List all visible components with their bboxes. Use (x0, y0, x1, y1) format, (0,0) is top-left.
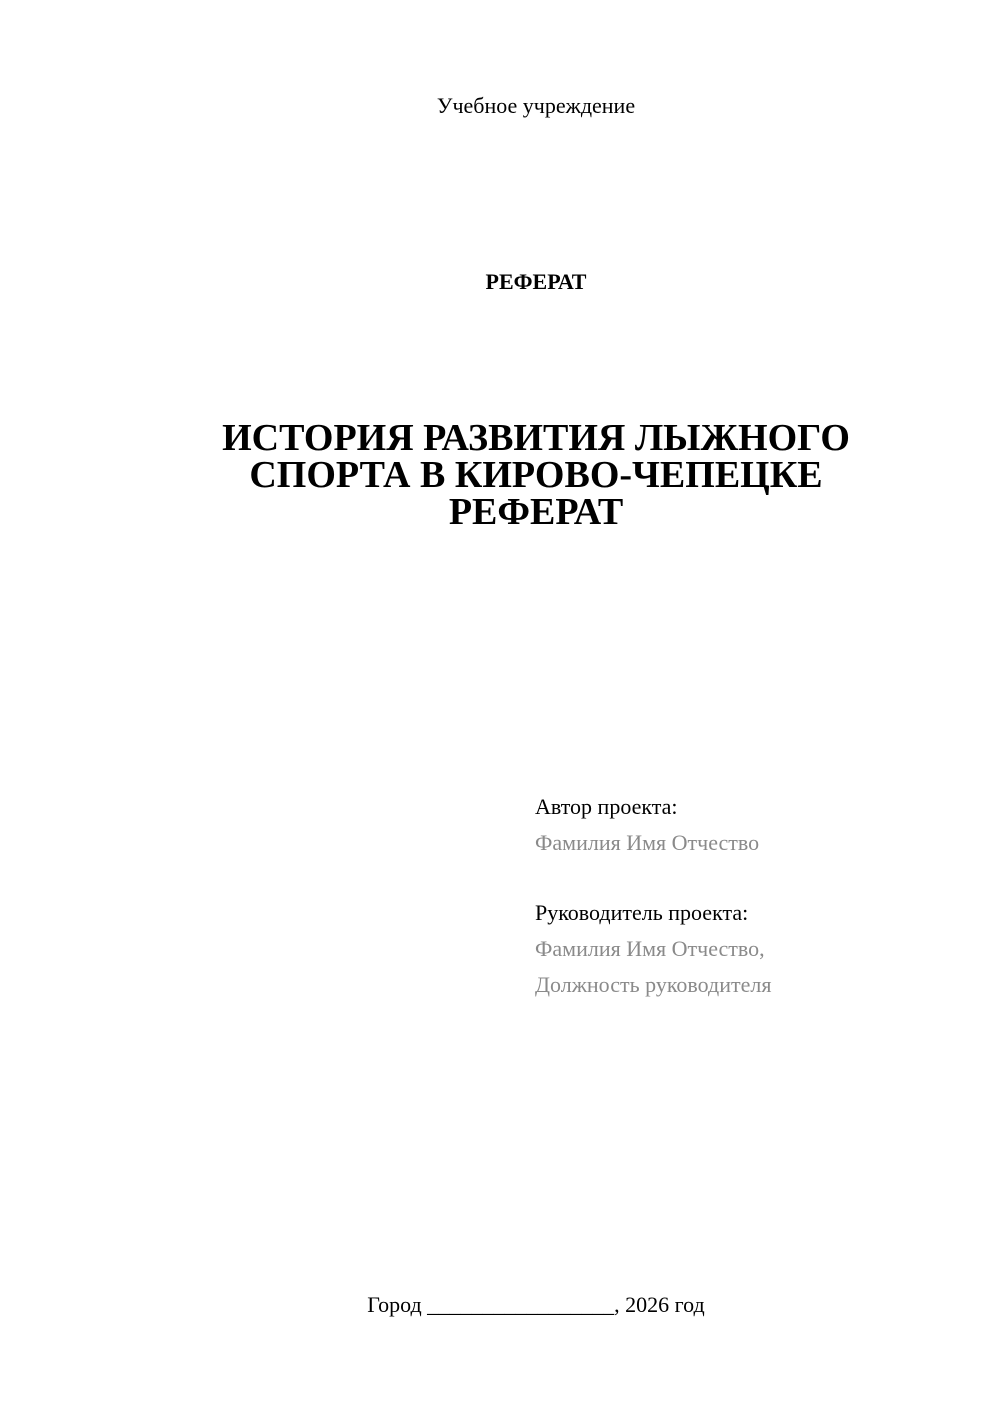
document-type-heading: РЕФЕРАТ (485, 269, 587, 294)
title-line: РЕФЕРАТ (448, 491, 624, 533)
document-title (0, 417, 1000, 533)
title-line: СПОРТА В КИРОВО-ЧЕПЕЦКЕ (249, 454, 823, 496)
city-year-line: Город _________________, 2026 год (367, 1292, 705, 1317)
title-line: ИСТОРИЯ РАЗВИТИЯ ЛЫЖНОГО (222, 417, 850, 459)
institution-name: Учебное учреждение (436, 93, 636, 118)
spacer (535, 861, 975, 895)
supervisor-name: Фамилия Имя Отчество, (535, 936, 765, 961)
author-name: Фамилия Имя Отчество (535, 830, 760, 855)
supervisor-label: Руководитель проекта: (535, 900, 749, 925)
author-label: Автор проекта: (535, 794, 678, 819)
supervisor-position: Должность руководителя (535, 972, 772, 997)
credits-block (535, 789, 975, 1003)
